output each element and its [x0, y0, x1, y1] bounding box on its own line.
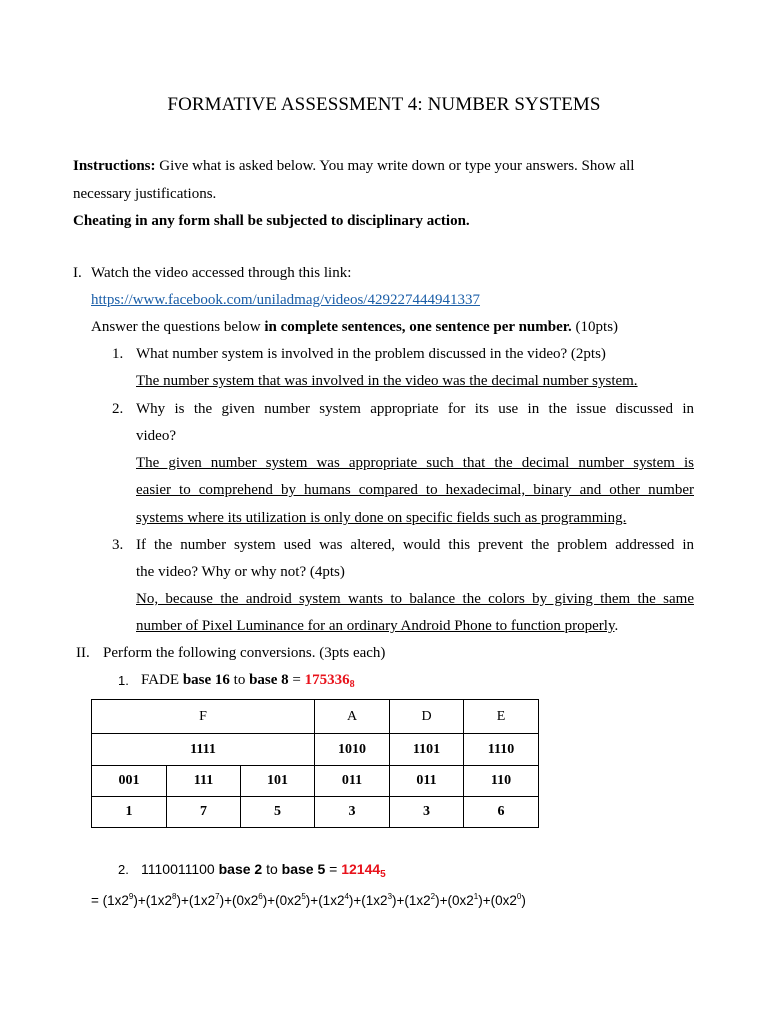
q1-answer: The number system that was involved in the video was the decimal number system.	[136, 373, 638, 389]
table-cell: A	[315, 700, 390, 734]
c2-result: 12144	[341, 861, 381, 877]
term-coef: (0x2	[231, 893, 259, 908]
table-cell: 001	[92, 766, 167, 797]
part1-numeral: I.	[73, 265, 82, 281]
table-cell: 111	[167, 766, 241, 797]
expansion-term	[448, 893, 491, 908]
page-title: FORMATIVE ASSESSMENT 4: NUMBER SYSTEMS	[167, 94, 601, 115]
table-cell: 5	[241, 797, 315, 828]
term-coef: (1x2	[145, 893, 173, 908]
c1-number: 1.	[118, 673, 129, 688]
c2-to: to	[262, 861, 282, 877]
q3-question-line2: the video? Why or why not? (4pts)	[136, 564, 345, 580]
instructions-line2: necessary justifications.	[73, 186, 217, 202]
expansion-term	[275, 893, 318, 908]
answer-pts: (10pts)	[571, 319, 619, 335]
term-close: )+	[305, 893, 319, 908]
table-cell: 1110	[464, 734, 539, 766]
table-cell: 1010	[315, 734, 390, 766]
q2-number: 2.	[112, 401, 124, 417]
c2-value: 1110011100	[141, 861, 219, 877]
term-close: )+	[176, 893, 189, 908]
term-exponent: 2	[430, 892, 436, 901]
c1-to: to	[229, 672, 250, 688]
c2-from: base 2	[218, 861, 263, 877]
q2-answer-line3: systems where its utilization is only done on specific fields such as programming.	[136, 510, 627, 526]
q3-answer-end: .	[614, 618, 619, 634]
q3-question-line1: If the number system used was altered, would this prevent the problem addressed in	[136, 537, 694, 553]
term-exponent: 8	[172, 892, 177, 901]
c2-to-base: base 5	[281, 861, 326, 877]
q3-number: 3.	[112, 537, 124, 553]
expansion-term	[146, 893, 189, 908]
answer-prefix: Answer the questions below	[91, 319, 265, 335]
q2-answer-line1: The given number system was appropriate such that the decimal number system is	[136, 455, 694, 471]
binary-expansion	[91, 888, 526, 910]
instructions-text: Give what is asked below. You may write down or type your answers. Show all	[155, 158, 635, 174]
conversion-2	[141, 860, 386, 884]
term-exponent: 9	[128, 892, 134, 901]
table-cell: E	[464, 700, 539, 734]
answer-instructions	[91, 318, 618, 336]
part2-intro: Perform the following conversions. (3pts each)	[103, 645, 386, 661]
q2-question-line2: video?	[136, 428, 176, 444]
term-close: )+	[262, 893, 276, 908]
term-coef: (0x2	[447, 893, 474, 908]
conversion-1	[141, 671, 355, 694]
video-link[interactable]: https://www.facebook.com/uniladmag/videos/429227444941337	[91, 292, 480, 308]
table-row	[92, 700, 539, 734]
table-cell: 1111	[92, 734, 315, 766]
term-close: )+	[219, 893, 232, 908]
term-exponent: 1	[473, 892, 479, 901]
term-exponent: 3	[387, 892, 393, 901]
expansion-term	[318, 893, 361, 908]
expansion-term	[361, 893, 404, 908]
q3-answer-line2-wrap	[136, 617, 618, 635]
table-cell: 3	[390, 797, 464, 828]
expansion-term	[103, 893, 146, 908]
answer-bold: in complete sentences, one sentence per number.	[264, 319, 572, 335]
table-cell: 110	[464, 766, 539, 797]
term-coef: (1x2	[188, 893, 216, 908]
q1-question: What number system is involved in the problem discussed in the video? (2pts)	[136, 346, 606, 362]
term-coef: (1x2	[102, 893, 129, 908]
term-close: )+	[435, 893, 448, 908]
c1-from: base 16	[182, 672, 230, 688]
term-close: )+	[392, 893, 405, 908]
c2-eq: =	[325, 861, 342, 877]
term-coef: (0x2	[490, 893, 517, 908]
q3-answer-line2: number of Pixel Luminance for an ordinary Android Phone to function properly	[136, 618, 615, 634]
c2-number: 2.	[118, 862, 129, 877]
c1-result-base: 8	[349, 679, 355, 690]
table-cell: 011	[390, 766, 464, 797]
term-exponent: 5	[301, 892, 306, 901]
table-row	[92, 734, 539, 766]
term-exponent: 0	[516, 892, 522, 901]
table-cell: 6	[464, 797, 539, 828]
table-row	[92, 766, 539, 797]
term-exponent: 6	[258, 892, 263, 901]
q3-answer-line1: No, because the android system wants to balance the colors by giving them the same	[136, 591, 694, 607]
term-close: )+	[348, 893, 362, 908]
term-coef: (1x2	[318, 893, 345, 908]
table-cell: 101	[241, 766, 315, 797]
c1-value: FADE	[141, 672, 183, 688]
table-cell: 1	[92, 797, 167, 828]
instructions-line1	[73, 157, 634, 175]
part2-numeral: II.	[76, 645, 90, 661]
term-coef: (0x2	[275, 893, 302, 908]
table-cell: 7	[167, 797, 241, 828]
expansion-term	[232, 893, 275, 908]
term-close: )+	[478, 893, 491, 908]
expansion-terms	[103, 893, 526, 908]
term-close: )	[521, 893, 526, 908]
table-cell: 1101	[390, 734, 464, 766]
term-coef: (1x2	[361, 893, 388, 908]
part1-intro: Watch the video accessed through this link:	[91, 265, 352, 281]
table-cell: D	[390, 700, 464, 734]
table-cell: 3	[315, 797, 390, 828]
expansion-prefix: =	[91, 893, 103, 908]
expansion-term	[404, 893, 447, 908]
c1-eq: =	[288, 672, 305, 688]
expansion-term	[491, 893, 526, 908]
conversion-table	[91, 699, 539, 828]
c1-to-base: base 8	[249, 672, 289, 688]
q1-number: 1.	[112, 346, 124, 362]
table-cell: F	[92, 700, 315, 734]
expansion-term	[189, 893, 232, 908]
q2-question-line1: Why is the given number system appropriate for its use in the issue discussed in	[136, 401, 694, 417]
cheating-warning: Cheating in any form shall be subjected to disciplinary action.	[73, 213, 470, 229]
term-exponent: 4	[344, 892, 349, 901]
c1-result: 175336	[304, 672, 350, 688]
table-row	[92, 797, 539, 828]
q2-answer-line2: easier to comprehend by humans compared to hexadecimal, binary and other number	[136, 482, 694, 498]
term-close: )+	[133, 893, 146, 908]
table-cell: 011	[315, 766, 390, 797]
term-coef: (1x2	[404, 893, 431, 908]
term-exponent: 7	[215, 892, 220, 901]
c2-result-base: 5	[380, 869, 386, 880]
instructions-label: Instructions:	[73, 158, 156, 174]
